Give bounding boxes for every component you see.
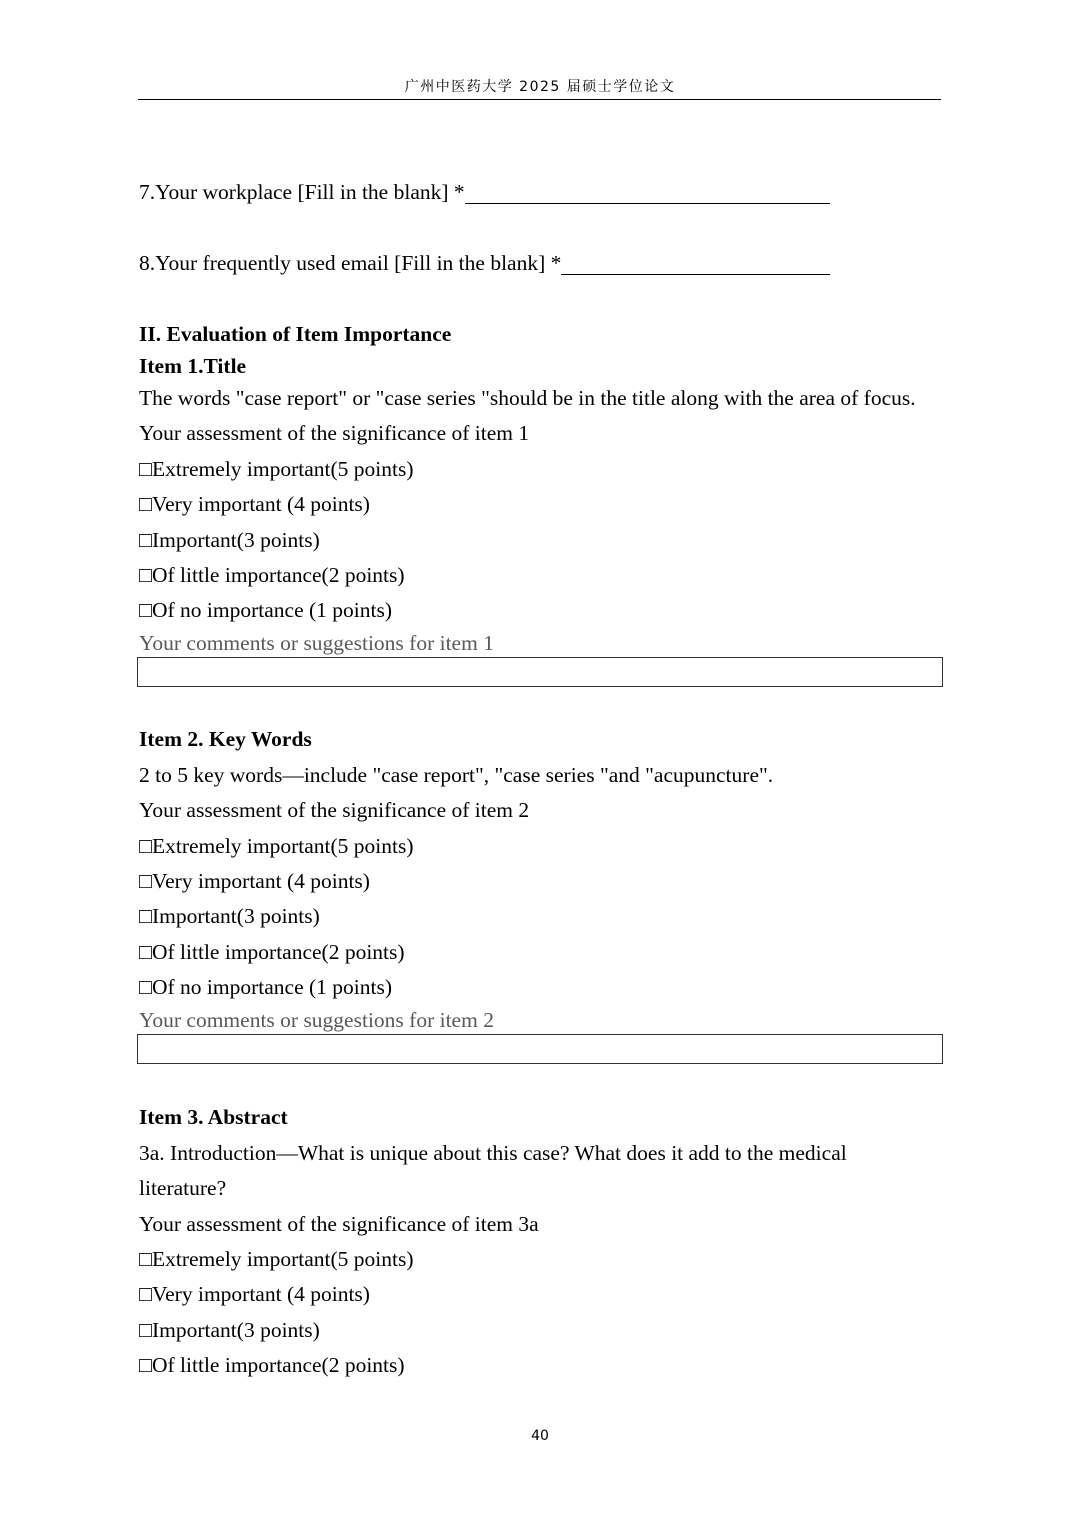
section-title: II. Evaluation of Item Importance [139, 322, 452, 346]
option-label: Very important (4 points) [152, 492, 370, 517]
option-little-importance [139, 558, 944, 593]
checkbox-icon: □ [139, 1246, 152, 1271]
checkbox-icon: □ [139, 598, 152, 623]
workplace-blank [465, 180, 830, 204]
option-extremely-important [139, 1242, 944, 1277]
checkbox-icon: □ [139, 492, 152, 517]
item-title: Item 3. Abstract [139, 1105, 288, 1130]
item-description: 2 to 5 key words—include "case report", "case series "and "acupuncture". [139, 762, 774, 787]
checkbox-icon: □ [139, 904, 152, 929]
option-important [139, 899, 944, 934]
option-very-important [139, 487, 944, 522]
checkbox-icon: □ [139, 1317, 152, 1342]
page-number: 40 [531, 1428, 549, 1444]
option-label: Important(3 points) [152, 904, 320, 929]
option-no-importance [139, 970, 944, 1005]
comment-box [137, 657, 943, 687]
option-little-importance [139, 1348, 944, 1383]
option-label: Of little importance(2 points) [152, 1353, 405, 1378]
checkbox-icon: □ [139, 939, 152, 964]
option-no-importance [139, 593, 944, 628]
option-little-importance [139, 935, 944, 970]
option-label: Extremely important(5 points) [152, 456, 414, 481]
question-7-workplace [139, 180, 830, 204]
checkbox-icon: □ [139, 563, 152, 588]
assessment-prompt: Your assessment of the significance of item 3a [139, 1211, 539, 1236]
option-label: Important(3 points) [152, 527, 320, 552]
running-header: 广州中医药大学 2025 届硕士学位论文 [404, 79, 676, 95]
checkbox-icon: □ [139, 868, 152, 893]
header-rule [138, 99, 941, 100]
option-important [139, 1313, 944, 1348]
item-2 [139, 722, 944, 1063]
option-label: Very important (4 points) [152, 868, 370, 893]
comment-label: Your comments or suggestions for item 1 [139, 630, 494, 655]
checkbox-icon: □ [139, 1282, 152, 1307]
comment-box [137, 1034, 943, 1064]
option-label: Very important (4 points) [152, 1282, 370, 1307]
option-label: Of no importance (1 points) [152, 975, 393, 1000]
option-extremely-important [139, 829, 944, 864]
email-blank [561, 251, 830, 275]
checkbox-icon: □ [139, 527, 152, 552]
item-title: Item 1.Title [139, 354, 247, 378]
question-8-email [139, 251, 830, 275]
option-important [139, 523, 944, 558]
assessment-prompt: Your assessment of the significance of item 2 [139, 798, 530, 823]
option-label: Of little importance(2 points) [152, 563, 405, 588]
question-8-label: 8.Your frequently used email [Fill in the blank] * [139, 251, 562, 275]
checkbox-icon: □ [139, 456, 152, 481]
question-7-label: 7.Your workplace [Fill in the blank] * [139, 180, 465, 204]
option-very-important [139, 1277, 944, 1312]
assessment-prompt: Your assessment of the significance of item 1 [139, 421, 530, 446]
item-1 [139, 351, 944, 687]
option-label: Important(3 points) [152, 1317, 320, 1342]
option-label: Extremely important(5 points) [152, 833, 414, 858]
checkbox-icon: □ [139, 833, 152, 858]
item-description: The words "case report" or "case series "should be in the title along with the area of focus. [139, 386, 916, 410]
item-description: 3a. Introduction—What is unique about this case? What does it add to the medical literature? [139, 1140, 847, 1201]
comment-label: Your comments or suggestions for item 2 [139, 1007, 494, 1032]
option-label: Of little importance(2 points) [152, 939, 405, 964]
option-very-important [139, 864, 944, 899]
option-label: Of no importance (1 points) [152, 598, 393, 623]
checkbox-icon: □ [139, 975, 152, 1000]
option-extremely-important [139, 452, 944, 487]
item-3 [139, 1100, 944, 1383]
item-title: Item 2. Key Words [139, 727, 312, 752]
checkbox-icon: □ [139, 1353, 152, 1378]
option-label: Extremely important(5 points) [152, 1246, 414, 1271]
